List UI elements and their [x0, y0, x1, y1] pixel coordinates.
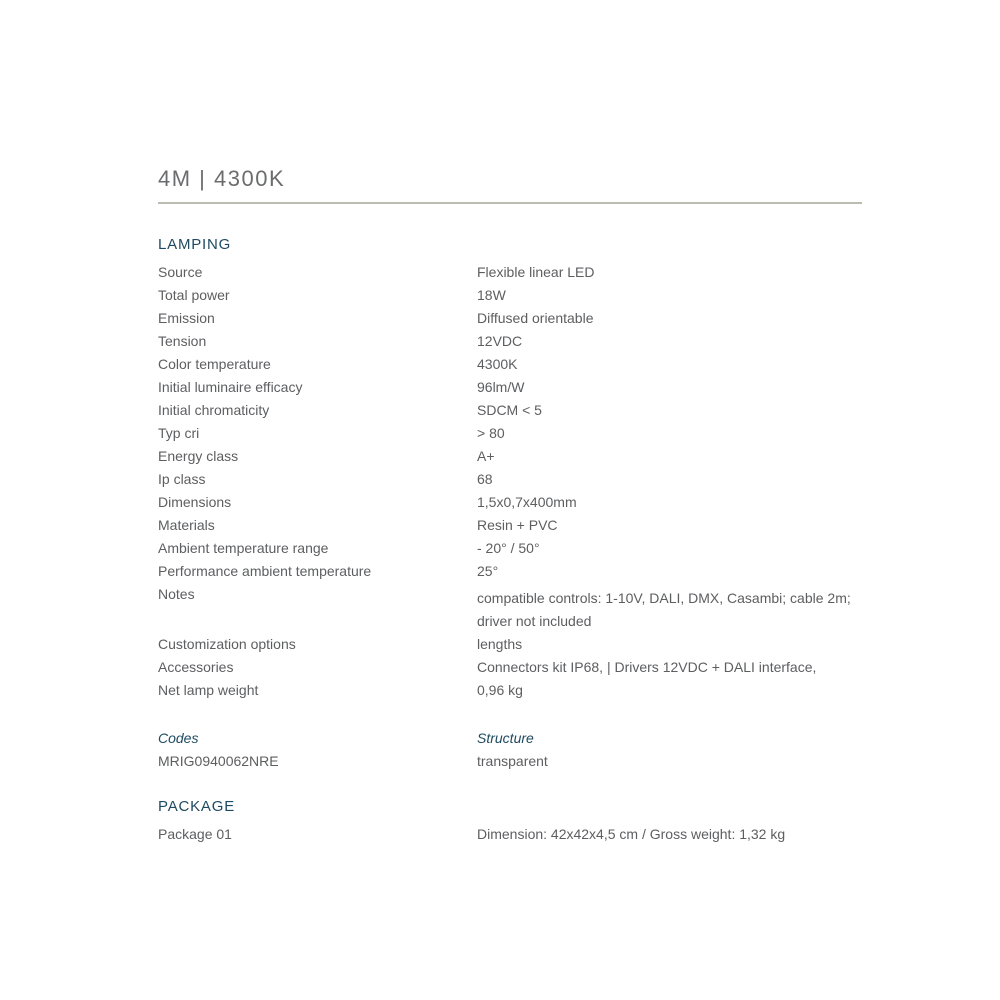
spec-label: Materials	[158, 517, 215, 533]
spec-value: Resin + PVC	[477, 517, 558, 533]
spec-label: Emission	[158, 310, 215, 326]
structure-heading: Structure	[477, 730, 534, 746]
spec-row-emission	[158, 307, 862, 330]
codes-values-row	[158, 750, 862, 773]
spec-label: Tension	[158, 333, 207, 349]
spec-row-total-power	[158, 284, 862, 307]
structure-value: transparent	[477, 753, 548, 769]
spec-label: Performance ambient temperature	[158, 563, 372, 579]
spec-value: A+	[477, 448, 495, 464]
spec-value: 68	[477, 471, 493, 487]
spec-value: Dimension: 42x42x4,5 cm / Gross weight: 1,32 kg	[477, 826, 786, 842]
spec-value: Connectors kit IP68, | Drivers 12VDC + DALI interface,	[477, 659, 817, 675]
spec-row-customization-options	[158, 633, 862, 656]
spec-row-ip-class	[158, 468, 862, 491]
package-spec-rows	[158, 823, 862, 846]
spec-row-initial-luminaire-efficacy	[158, 376, 862, 399]
spec-row-package-01	[158, 823, 862, 846]
spec-value: 25°	[477, 563, 499, 579]
spec-row-accessories	[158, 656, 862, 679]
spec-row-net-lamp-weight	[158, 679, 862, 702]
package-heading: PACKAGE	[158, 798, 236, 815]
spec-label: Dimensions	[158, 494, 232, 510]
lamping-heading: LAMPING	[158, 236, 232, 253]
spec-row-source	[158, 261, 862, 284]
codes-section	[158, 727, 862, 773]
spec-value: SDCM < 5	[477, 402, 542, 418]
spec-label: Total power	[158, 287, 230, 303]
spec-row-initial-chromaticity	[158, 399, 862, 422]
codes-heading: Codes	[158, 730, 199, 746]
spec-label: Ip class	[158, 471, 206, 487]
title-divider	[158, 202, 862, 204]
spec-value: Flexible linear LED	[477, 264, 595, 280]
lamping-spec-rows	[158, 261, 862, 702]
spec-label: Typ cri	[158, 425, 200, 441]
package-section	[158, 799, 862, 846]
spec-row-energy-class	[158, 445, 862, 468]
spec-value: 0,96 kg	[477, 682, 523, 698]
spec-row-tension	[158, 330, 862, 353]
spec-value: 96lm/W	[477, 379, 525, 395]
spec-row-notes	[158, 583, 862, 633]
spec-value: > 80	[477, 425, 505, 441]
spec-value: lengths	[477, 636, 523, 652]
spec-value: compatible controls: 1-10V, DALI, DMX, Casambi; cable 2m; driver not included	[477, 590, 851, 629]
spec-row-ambient-temperature-range	[158, 537, 862, 560]
spec-label: Net lamp weight	[158, 682, 259, 698]
spec-label: Source	[158, 264, 203, 280]
spec-label: Package 01	[158, 826, 232, 842]
spec-label: Ambient temperature range	[158, 540, 329, 556]
spec-row-color-temperature	[158, 353, 862, 376]
spec-label: Customization options	[158, 636, 296, 652]
lamping-section	[158, 237, 862, 702]
spec-value: - 20° / 50°	[477, 540, 540, 556]
spec-label: Initial chromaticity	[158, 402, 270, 418]
spec-row-typ-cri	[158, 422, 862, 445]
spec-value: 4300K	[477, 356, 518, 372]
spec-sheet	[158, 166, 862, 846]
codes-headings-row	[158, 727, 862, 750]
spec-label: Accessories	[158, 659, 234, 675]
spec-row-performance-ambient-temperature	[158, 560, 862, 583]
spec-row-dimensions	[158, 491, 862, 514]
spec-value: 1,5x0,7x400mm	[477, 494, 577, 510]
spec-label: Energy class	[158, 448, 239, 464]
spec-label: Initial luminaire efficacy	[158, 379, 303, 395]
spec-value: 18W	[477, 287, 506, 303]
spec-label: Notes	[158, 586, 195, 602]
product-code: MRIG0940062NRE	[158, 753, 279, 769]
spec-row-materials	[158, 514, 862, 537]
spec-value: Diffused orientable	[477, 310, 594, 326]
page-title: 4M | 4300K	[158, 166, 286, 191]
spec-label: Color temperature	[158, 356, 271, 372]
spec-value: 12VDC	[477, 333, 523, 349]
